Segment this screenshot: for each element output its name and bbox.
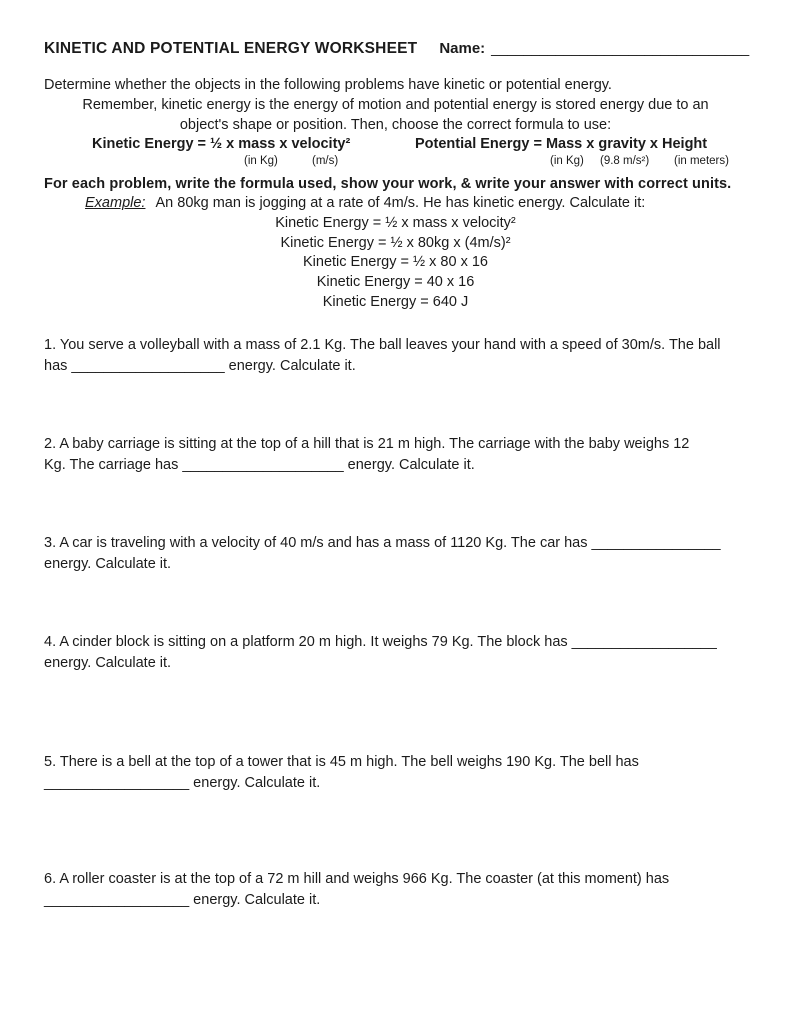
example-step-2: Kinetic Energy = ½ x 80kg x (4m/s)²	[280, 234, 511, 251]
name-label: Name:	[439, 40, 486, 57]
example-label: Example:	[85, 195, 146, 211]
problem-5	[44, 752, 747, 794]
problem-3-line-2: energy. Calculate it.	[44, 555, 172, 572]
problem-6	[44, 869, 747, 911]
kinetic-mass-unit: (in Kg)	[244, 155, 278, 167]
example-step-5: Kinetic Energy = 640 J	[322, 293, 469, 310]
example-steps	[44, 214, 747, 313]
instruction-line: For each problem, write the formula used, show your work, & write your answer with correct units.	[44, 176, 732, 192]
intro-line-2: Remember, kinetic energy is the energy of motion and potential energy is stored energy due to an	[82, 97, 709, 113]
problem-4-line-1: 4. A cinder block is sitting on a platform 20 m high. It weighs 79 Kg. The block has __________________	[44, 633, 717, 650]
problem-1	[44, 335, 747, 377]
problem-2-line-2: Kg. The carriage has ____________________ energy. Calculate it.	[44, 456, 475, 473]
problem-6-line-2: __________________ energy. Calculate it.	[44, 891, 321, 908]
problem-3-line-1: 3. A car is traveling with a velocity of 40 m/s and has a mass of 1120 Kg. The car has ________________	[44, 534, 721, 551]
problem-1-line-2: has ___________________ energy. Calculate it.	[44, 357, 356, 374]
potential-gravity-unit: (9.8 m/s²)	[600, 155, 650, 167]
name-blank-line: ________________________________	[491, 41, 750, 57]
intro-line-1: Determine whether the objects in the following problems have kinetic or potential energy.	[44, 77, 612, 93]
problem-2	[44, 434, 747, 476]
kinetic-energy-formula: Kinetic Energy = ½ x mass x velocity²	[92, 136, 351, 152]
intro-paragraph	[44, 75, 747, 135]
problem-1-line-1: 1. You serve a volleyball with a mass of 2.1 Kg. The ball leaves your hand with a speed of 30m/s. The ball	[44, 336, 721, 353]
example-step-1: Kinetic Energy = ½ x mass x velocity²	[275, 215, 516, 231]
problem-3	[44, 533, 747, 575]
intro-line-3: object's shape or position. Then, choose the correct formula to use:	[179, 117, 612, 133]
problem-5-line-1: 5. There is a bell at the top of a tower that is 45 m high. The bell weighs 190 Kg. The bell has	[44, 753, 639, 770]
potential-height-unit: (in meters)	[674, 155, 729, 167]
problem-list	[44, 335, 747, 911]
problem-6-line-1: 6. A roller coaster is at the top of a 72 m hill and weighs 966 Kg. The coaster (at this moment) has	[44, 870, 670, 887]
header	[44, 38, 750, 60]
problem-5-line-2: __________________ energy. Calculate it.	[44, 774, 321, 791]
formula-section	[44, 135, 747, 175]
potential-mass-unit: (in Kg)	[550, 155, 584, 167]
example-sentence	[44, 194, 747, 213]
problem-4	[44, 632, 747, 674]
problem-2-line-1: 2. A baby carriage is sitting at the top of a hill that is 21 m high. The carriage with the baby weighs 12	[44, 435, 690, 452]
kinetic-velocity-unit: (m/s)	[312, 155, 339, 167]
example-step-4: Kinetic Energy = 40 x 16	[316, 274, 475, 291]
potential-energy-formula: Potential Energy = Mass x gravity x Height	[415, 136, 708, 152]
problem-4-line-2: energy. Calculate it.	[44, 654, 172, 671]
example-text: An 80kg man is jogging at a rate of 4m/s. He has kinetic energy. Calculate it:	[155, 195, 646, 211]
example-step-3: Kinetic Energy = ½ x 80 x 16	[303, 254, 488, 271]
page-title: KINETIC AND POTENTIAL ENERGY WORKSHEET	[44, 40, 418, 57]
